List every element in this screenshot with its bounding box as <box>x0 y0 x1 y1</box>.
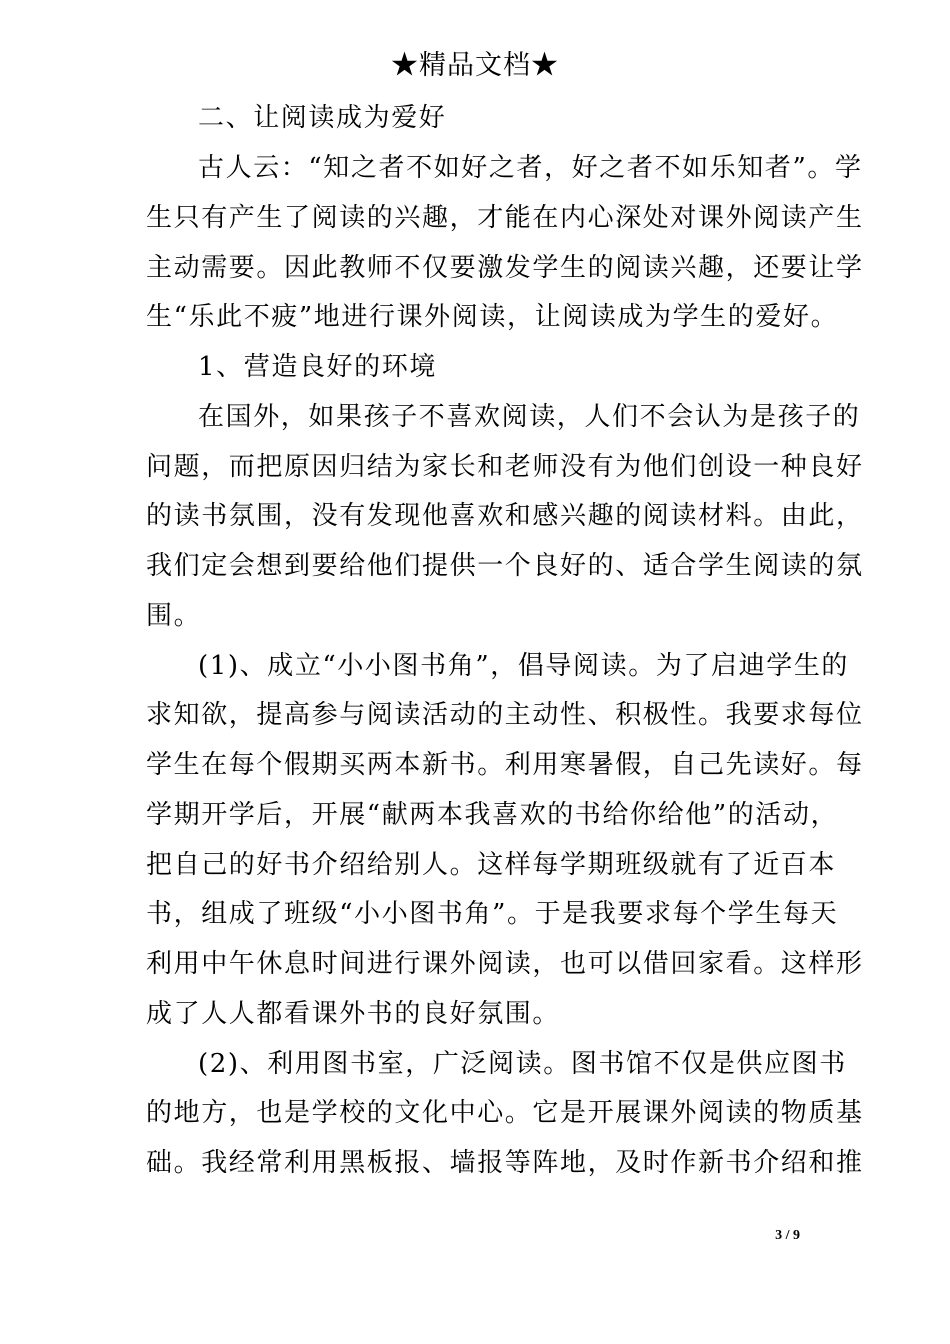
page-number: 3 / 9 <box>775 1228 800 1243</box>
paragraph-line: 问题，而把原因归结为家长和老师没有为他们创设一种良好 <box>146 452 864 482</box>
paragraph-line: 的读书氛围，没有发现他喜欢和感兴趣的阅读材料。由此， <box>146 501 864 531</box>
subsection-heading: 1、营造良好的环境 <box>198 352 437 382</box>
paragraph-line: 成了人人都看课外书的良好氛围。 <box>146 999 561 1029</box>
paragraph-line: 学期开学后，开展“献两本我喜欢的书给你给他”的活动， <box>146 800 839 830</box>
paragraph-line: 在国外，如果孩子不喜欢阅读，人们不会认为是孩子的 <box>198 402 861 432</box>
paragraph-line: 书，组成了班级“小小图书角”。于是我要求每个学生每天 <box>146 899 839 929</box>
paragraph-line: 的地方，也是学校的文化中心。它是开展课外阅读的物质基 <box>146 1098 864 1128</box>
paragraph-line: 学生在每个假期买两本新书。利用寒暑假，自己先读好。每 <box>146 750 864 780</box>
paragraph-line: 础。我经常利用黑板报、墙报等阵地，及时作新书介绍和推 <box>146 1148 864 1178</box>
section-heading: 二、让阅读成为爱好 <box>198 103 447 133</box>
paragraph-line: 古人云：“知之者不如好之者，好之者不如乐知者”。学 <box>198 153 863 183</box>
paragraph-line: 求知欲，提高参与阅读活动的主动性、积极性。我要求每位 <box>146 700 864 730</box>
paragraph-line: (2)、利用图书室，广泛阅读。图书馆不仅是供应图书 <box>198 1049 847 1079</box>
paragraph-line: (1)、成立“小小图书角”，倡导阅读。为了启迪学生的 <box>198 651 850 681</box>
paragraph-line: 生只有产生了阅读的兴趣，才能在内心深处对课外阅读产生 <box>146 203 864 233</box>
paragraph-line: 主动需要。因此教师不仅要激发学生的阅读兴趣，还要让学 <box>146 253 864 283</box>
paragraph-line: 围。 <box>146 601 202 631</box>
paragraph-line: 我们定会想到要给他们提供一个良好的、适合学生阅读的氛 <box>146 551 864 581</box>
paragraph-line: 生“乐此不疲”地进行课外阅读，让阅读成为学生的爱好。 <box>146 302 839 332</box>
page-header-title: ★精品文档★ <box>391 50 559 81</box>
paragraph-line: 把自己的好书介绍给别人。这样每学期班级就有了近百本 <box>146 850 837 880</box>
paragraph-line: 利用中午休息时间进行课外阅读，也可以借回家看。这样形 <box>146 949 864 979</box>
